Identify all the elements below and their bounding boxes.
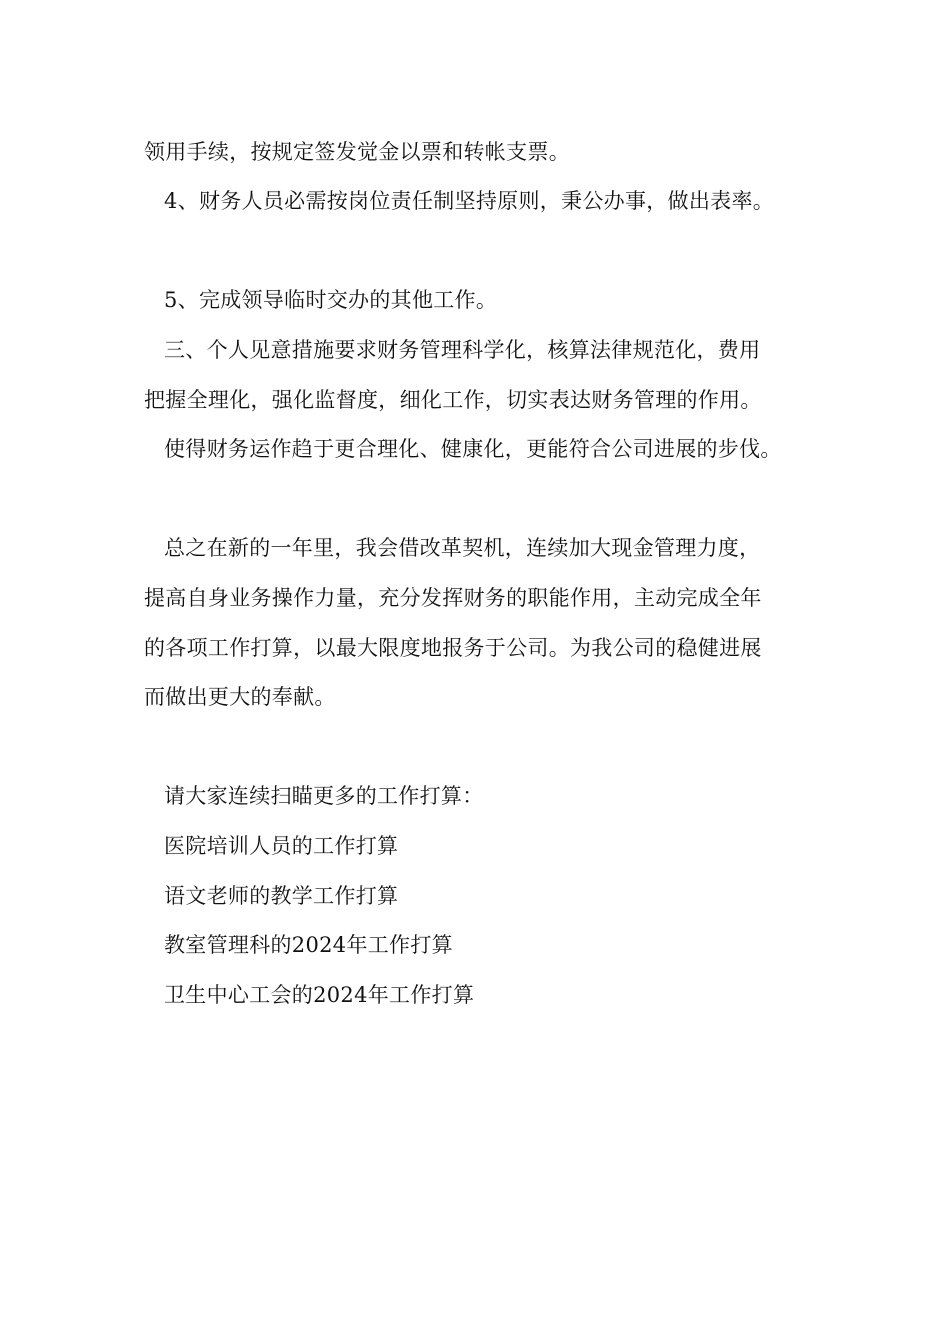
related-link[interactable]: 卫生中心工会的2024年工作打算 xyxy=(164,983,475,1007)
body-line: 的各项工作打算，以最大限度地报务于公司。为我公司的稳健进展 xyxy=(144,636,762,660)
body-line: 而做出更大的奉献。 xyxy=(144,685,336,709)
related-heading: 请大家连续扫瞄更多的工作打算： xyxy=(164,784,484,808)
related-link[interactable]: 教室管理科的2024年工作打算 xyxy=(164,933,453,957)
body-line: 使得财务运作趋于更合理化、健康化，更能符合公司进展的步伐。 xyxy=(164,437,782,461)
related-link[interactable]: 医院培训人员的工作打算 xyxy=(164,834,399,858)
body-line: 4、财务人员必需按岗位责任制坚持原则，秉公办事，做出表率。 xyxy=(164,189,775,213)
body-line: 三、个人见意措施要求财务管理科学化，核算法律规范化，费用 xyxy=(164,338,761,362)
body-line: 提高自身业务操作力量，充分发挥财务的职能作用，主动完成全年 xyxy=(144,586,762,610)
body-line: 5、完成领导临时交办的其他工作。 xyxy=(164,288,498,312)
related-link[interactable]: 语文老师的教学工作打算 xyxy=(164,884,399,908)
body-line: 领用手续，按规定签发觉金以票和转帐支票。 xyxy=(144,140,570,164)
body-line: 总之在新的一年里，我会借改革契机，连续加大现金管理力度， xyxy=(164,536,761,560)
body-line: 把握全理化，强化监督度，细化工作，切实表达财务管理的作用。 xyxy=(144,388,762,412)
